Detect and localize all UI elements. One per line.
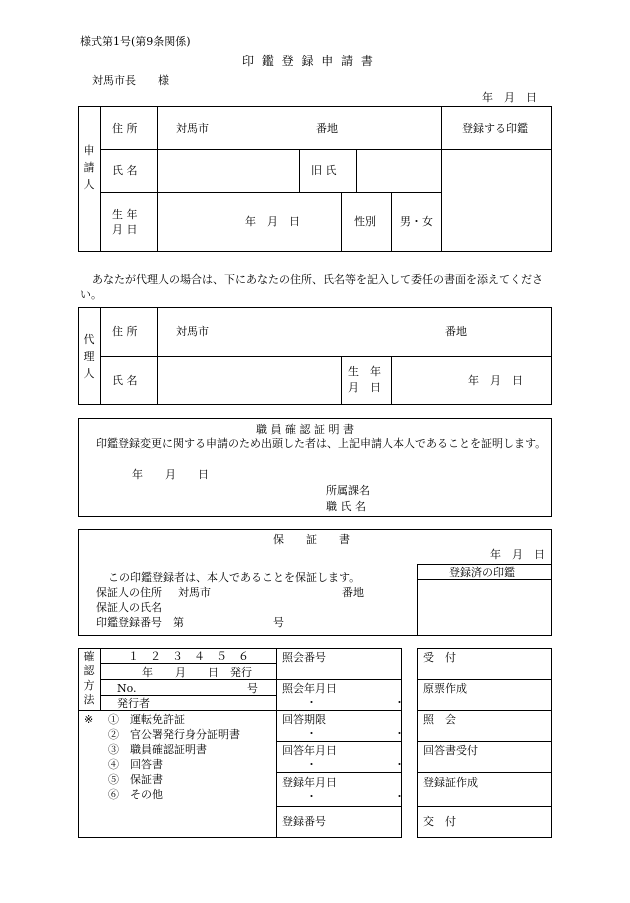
confirm-no-label: No. bbox=[117, 682, 137, 695]
confirm-issuer-label: 発行者 bbox=[117, 697, 150, 710]
applicant-city: 対馬市 bbox=[176, 122, 209, 135]
sex-label: 性別 bbox=[354, 215, 376, 228]
seal-reg-number-suffix: 号 bbox=[273, 616, 284, 629]
seal-reg-number-label: 印鑑登録番号 第 bbox=[96, 616, 184, 629]
process-item: 回答書受付 bbox=[423, 744, 478, 757]
confirm-issue-date: 年 月 日 発行 bbox=[142, 666, 252, 679]
process-item: 原票作成 bbox=[423, 682, 467, 695]
old-name-label: 旧 氏 bbox=[311, 164, 337, 177]
guarantor-name-label: 保証人の氏名 bbox=[96, 601, 162, 614]
application-date: 年 月 日 bbox=[482, 91, 537, 104]
process-item: 照 会 bbox=[423, 713, 456, 726]
process-item: 受 付 bbox=[423, 651, 456, 664]
confirm-no-suffix: 号 bbox=[247, 682, 258, 695]
method-item: ④ 回答書 bbox=[108, 758, 163, 771]
applicant-birth-label-2: 月 日 bbox=[112, 223, 138, 236]
registered-seal-label: 登録済の印鑑 bbox=[449, 566, 515, 579]
seal-label: 登録する印鑑 bbox=[462, 122, 528, 135]
agent-birth-label-1: 生 年 bbox=[348, 365, 381, 378]
sex-value: 男・女 bbox=[400, 215, 433, 228]
form-title: 印 鑑 登 録 申 請 書 bbox=[242, 54, 375, 68]
confirm-note-mark: ※ bbox=[84, 713, 94, 726]
guarantee-title: 保 証 書 bbox=[273, 533, 350, 546]
agent-side-label: 代理人 bbox=[83, 333, 95, 381]
method-item: ⑤ 保証書 bbox=[108, 773, 163, 786]
staff-cert-date: 年 月 日 bbox=[132, 468, 209, 481]
confirm-side-label: 確認方法 bbox=[83, 650, 95, 706]
agent-name-label: 氏 名 bbox=[112, 374, 138, 387]
applicant-name-label: 氏 名 bbox=[112, 164, 138, 177]
process-table bbox=[417, 648, 552, 838]
office-dots: ・ ・ bbox=[306, 758, 405, 771]
office-item: 照会年月日 bbox=[282, 682, 337, 695]
guarantor-banchi: 番地 bbox=[342, 586, 364, 599]
office-item: 回答期限 bbox=[282, 713, 326, 726]
applicant-birth-label-1: 生 年 bbox=[112, 208, 138, 221]
staff-name-label: 職 氏 名 bbox=[326, 500, 366, 513]
method-item: ② 官公署発行身分証明書 bbox=[108, 728, 240, 741]
method-item: ③ 職員確認証明書 bbox=[108, 743, 207, 756]
staff-cert-body: 印鑑登録変更に関する申請のため出頭した者は、上記申請人本人であることを証明します。 bbox=[96, 437, 547, 450]
guarantee-date: 年 月 日 bbox=[490, 548, 545, 561]
agent-birth-label-2: 月 日 bbox=[348, 381, 381, 394]
office-dots: ・ ・ bbox=[306, 790, 405, 803]
agent-birth-date: 年 月 日 bbox=[468, 374, 523, 387]
applicant-banchi: 番地 bbox=[316, 122, 338, 135]
office-dots: ・ ・ bbox=[306, 727, 405, 740]
method-item: ① 運転免許証 bbox=[108, 713, 185, 726]
guarantor-city: 対馬市 bbox=[178, 586, 211, 599]
guarantor-address-label: 保証人の住所 bbox=[96, 586, 162, 599]
agent-city: 対馬市 bbox=[176, 325, 209, 338]
form-number: 様式第1号(第9条関係) bbox=[80, 35, 191, 48]
guarantee-statement: この印鑑登録者は、本人であることを保証します。 bbox=[108, 571, 361, 584]
applicant-birth-date: 年 月 日 bbox=[245, 215, 300, 228]
confirm-digits: １ ２ ３ ４ ５ ６ bbox=[128, 650, 249, 663]
method-item: ⑥ その他 bbox=[108, 788, 163, 801]
applicant-address-label: 住 所 bbox=[112, 122, 138, 135]
process-item: 登録証作成 bbox=[423, 776, 478, 789]
agent-note: あなたが代理人の場合は、下にあなたの住所、氏名等を記入して委任の書面を添えてください。 bbox=[80, 273, 543, 302]
office-item: 登録番号 bbox=[282, 815, 326, 828]
office-dots: ・ ・ bbox=[306, 696, 405, 709]
staff-cert-title: 職 員 確 認 証 明 書 bbox=[256, 423, 354, 436]
addressee: 対馬市長 様 bbox=[92, 74, 169, 87]
agent-address-label: 住 所 bbox=[112, 325, 138, 338]
office-item: 登録年月日 bbox=[282, 776, 337, 789]
applicant-side-label: 申請人 bbox=[83, 144, 95, 192]
agent-banchi: 番地 bbox=[445, 325, 467, 338]
process-item: 交 付 bbox=[423, 815, 456, 828]
office-item: 照会番号 bbox=[282, 651, 326, 664]
office-item: 回答年月日 bbox=[282, 744, 337, 757]
staff-dept-label: 所属課名 bbox=[326, 484, 370, 497]
